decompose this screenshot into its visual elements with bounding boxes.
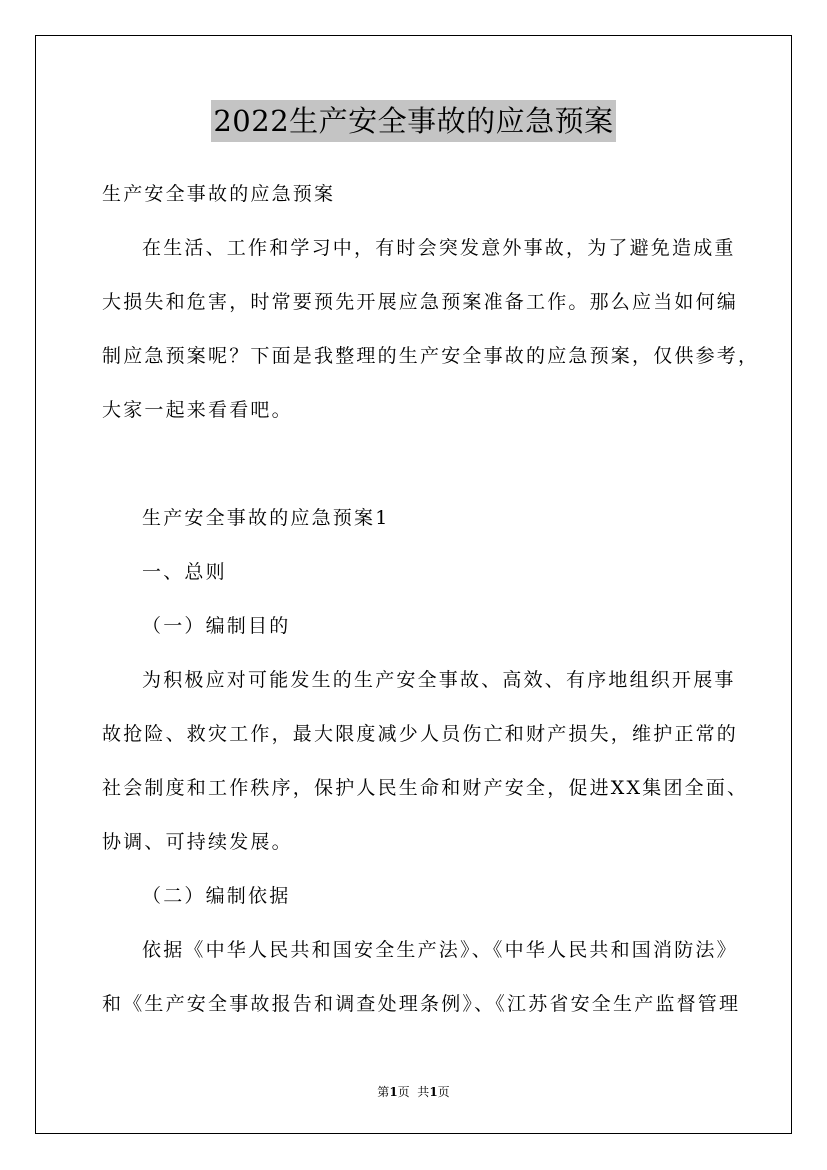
intro-line-4: 大家一起来看看吧。 bbox=[102, 399, 293, 421]
basis-line-2: 和《生产安全事故报告和调查处理条例》、《江苏省安全生产监督管理 bbox=[102, 993, 741, 1015]
title-container bbox=[0, 100, 827, 142]
purpose-line-4: 协调、可持续发展。 bbox=[102, 831, 293, 853]
subsection-heading-basis: （二）编制依据 bbox=[142, 885, 291, 907]
footer-page-total: 1 bbox=[429, 1085, 438, 1099]
purpose-line-1: 为积极应对可能发生的生产安全事故、高效、有序地组织开展事 bbox=[142, 669, 736, 691]
document-subtitle: 生产安全事故的应急预案 bbox=[102, 183, 336, 205]
basis-line-1: 依据《中华人民共和国安全生产法》、《中华人民共和国消防法》 bbox=[142, 939, 738, 961]
footer-page-mid: 页 共 bbox=[397, 1085, 430, 1099]
document-title: 2022生产安全事故的应急预案 bbox=[211, 100, 615, 142]
section-heading: 生产安全事故的应急预案1 bbox=[142, 507, 390, 529]
intro-line-3: 制应急预案呢？下面是我整理的生产安全事故的应急预案，仅供参考， bbox=[102, 345, 760, 367]
footer-page-prefix: 第 bbox=[377, 1085, 390, 1099]
subsection-heading-purpose: （一）编制目的 bbox=[142, 615, 291, 637]
purpose-line-3: 社会制度和工作秩序，保护人民生命和财产安全，促进XX集团全面、 bbox=[102, 777, 749, 799]
intro-line-2: 大损失和危害，时常要预先开展应急预案准备工作。那么应当如何编 bbox=[102, 291, 739, 313]
intro-line-1: 在生活、工作和学习中，有时会突发意外事故，为了避免造成重 bbox=[142, 237, 736, 259]
footer-page-number: 1 bbox=[389, 1085, 398, 1099]
purpose-line-2: 故抢险、救灾工作，最大限度减少人员伤亡和财产损失，维护正常的 bbox=[102, 723, 739, 745]
page-footer bbox=[0, 1084, 827, 1100]
chapter-heading: 一、总则 bbox=[142, 561, 227, 583]
footer-page-suffix: 页 bbox=[437, 1085, 450, 1099]
